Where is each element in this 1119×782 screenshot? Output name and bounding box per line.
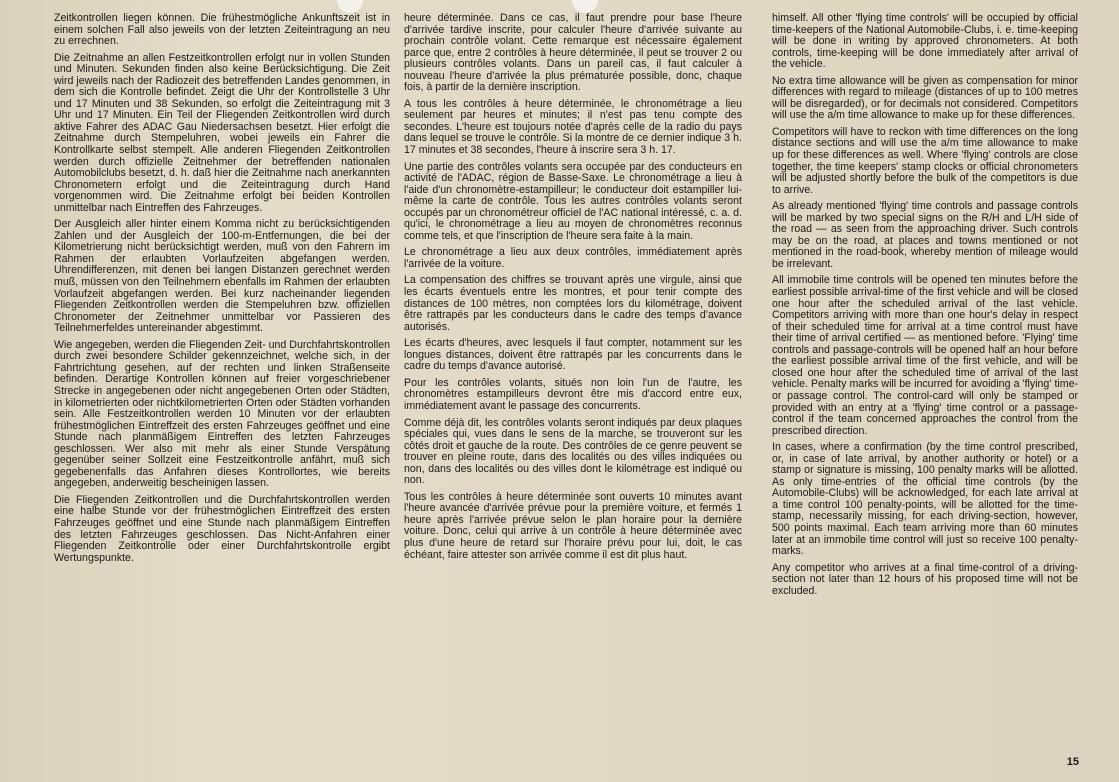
paragraph: Wie angegeben, werden die Fliegenden Zeit- und Durchfahrtskontrollen durch zwei besondere Schilder gekennzeichnet, welche sich, in der Fahrtrichtung gesehen, auf der rechten und linken Straßenseite befinden. Derartige Kontrollen können auf freier vorgeschriebener Strecke in angegebenen oder nicht angegebenen Orten oder Städten, in kilometrierten oder nichtkilometrierten Orten oder Städten vorhanden sein. Alle Festzeitkontrollen werden 10 Minuten vor der erlaubten frühestmöglichen Eintreffzeit des ersten Fahrzeuges geöffnet und eine Stunde nach planmäßigem Eintreffen des letzten Fahrzeuges geschlossen. Wer also mit mehr als einer Stunde Verspätung gegenüber seiner Sollzeit eine Festzeitkontrolle anfährt, muß sich gegebenenfalls das Anfahren dieses Kontrollortes, wie bereits angegeben, anderweitig bescheinigen lassen. — [54, 338, 390, 490]
punch-hole — [337, 0, 363, 13]
paragraph: Any competitor who arrives at a final time-control of a driving-section not later than 12 hours of his proposed time will not be excluded. — [772, 561, 1078, 597]
paragraph: Der Ausgleich aller hinter einem Komma nicht zu berücksichtigenden Zahlen und der Ausgleich der 100-m-Entfernungen, die bei der Kilometrierung nicht berücksichtigt werden, muß von den Fahrern im Rahmen der erlaubten Vorlaufzeiten abgefangen werden. Uhrendifferenzen, mit denen bei langen Distanzen gerechnet werden muß, müssen von den Teilnehmern ebenfalls im Rahmen der erlaubten Vorlaufzeit abgefangen werden. Bei kurz nacheinander liegenden Fliegenden Zeitkontrollen werden die Stempeluhren bzw. offiziellen Chronometer der Zeitnehmer unmittelbar vor Passieren des Teilnehmerfeldes untereinander abgestimmt. — [54, 218, 390, 335]
paragraph: Comme déjà dit, les contrôles volants seront indiqués par deux plaques spéciales qui, vues dans le sens de la marche, se trouveront sur les côtés droit et gauche de la route. Des contrôles de ce genre peuvent se trouver en pleine route, dans des localités ou des villes indiquées ou non, dans des localités ou des villes dont le kilométrage est indiqué ou non. — [404, 416, 742, 487]
paragraph: A tous les contrôles à heure déterminée, le chronométrage a lieu seulement par heures et minutes; il n'est pas tenu compte des secondes. L'heure est toujours notée d'après celle de la radio du pays dans lequel se trouve le contrôle. Si la montre de ce dernier indique 3 h. 17 minutes et 38 secondes, l'heure à inscrire sera 3 h. 17. — [404, 97, 742, 157]
paragraph: Competitors will have to reckon with time differences on the long distance sections and will use the a/m time allowance to make up for these differences as well. Where 'flying' controls are close together, the time keepers' stamp clocks or official chronometers will be adjusted shortly before the bulk of the competitors is due to arrive. — [772, 125, 1078, 196]
paragraph: Zeitkontrollen liegen können. Die frühestmögliche Ankunftszeit ist in einem solchen Fall also jeweils von der letzten Zeiteintragung an neu zu errechnen. — [54, 13, 390, 48]
paragraph: No extra time allowance will be given as compensation for minor differences with regard to mileage (distances of up to 100 metres will be disregarded), or for decimals not considered. Competitors will use the a/m time allowance to make up for these differences. — [772, 74, 1078, 122]
paragraph: Les écarts d'heures, avec lesquels il faut compter, notamment sur les longues distances, doivent être rattrapés par les concurrents dans le cadre du temps d'avance autorisé. — [404, 337, 742, 373]
paragraph: himself. All other 'flying time controls' will be occupied by official time-keepers of the National Automobile-Clubs, i. e. time-keeping will be done in writing by approved chronometers. At both controls, time-keeping will be done immediately after arrival of the vehicle. — [772, 13, 1078, 71]
paragraph: Le chronométrage a lieu aux deux contrôles, immédiatement après l'arrivée de la voiture. — [404, 246, 742, 270]
paragraph: All immobile time controls will be opened ten minutes before the earliest possible arrival-time of the first vehicle and will be closed one hour after the scheduled arrival of the last vehicle. Competitors arriving with more than one hour's delay in respect of their scheduled time for arrival at a time control must have their time of arrival certified — as mentioned before. 'Flying' time controls and passage-controls will be opened half an hour before the earliest possible arrival time of the first vehicle, and will be closed one hour after the scheduled time of arrival of the last vehicle. Penalty marks will be incurred for avoiding a 'flying' time- or passage control. The control-card will only be stamped or provided with an entry at a 'flying' time control or a passage-control if the team concerned approaches the control from the prescribed direction. — [772, 274, 1078, 437]
paragraph: Die Fliegenden Zeitkontrollen und die Durchfahrtskontrollen werden eine halbe Stunde vor der frühestmöglichen Eintreffzeit des ersten Fahrzeuges geöffnet und eine Stunde nach planmäßigem Eintreffen des letzten Fahrzeuges geschlossen. Das Nicht-Anfahren einer Fliegenden Zeitkontrolle oder einer Durchfahrtskontrolle ergibt Wertungspunkte. — [54, 493, 390, 564]
page-number: 15 — [1066, 756, 1079, 768]
paragraph: Tous les contrôles à heure déterminée sont ouverts 10 minutes avant l'heure avancée d'arrivée prévue pour la première voiture, et fermés 1 heure après l'arrivée prévue selon le plan horaire pour la dernière voiture. Donc, celui qui arrive à un contrôle à heure déterminée avec plus d'une heure de retard sur l'horaire prévu pour lui, doit, le cas échéant, faire attester son arrivée comme il est dit plus haut. — [404, 490, 742, 561]
paragraph: Une partie des contrôles volants sera occupée par des conducteurs en activité de l'ADAC, région de Basse-Saxe. Le chronométrage a lieu à l'aide d'un chronomètre-estampilleur; le conducteur doit estampiller lui-même la carte de contrôle. Tous les autres contrôles volants seront occupés par un chronométreur officiel de l'AC national intéressé, c. a. d. qu'ici, le chronométrage a lieu au moyen de chronomètres reconnus comme tels, et que l'inscription de l'heure sera faite à la main. — [404, 160, 742, 242]
paragraph: As already mentioned 'flying' time controls and passage controls will be marked by two special signs on the R/H and L/H side of the road — as seen from the approaching driver. Such controls may be on the road, at places and towns mentioned or not mentioned in the road-book, whereby mention of mileage would be irrelevant. — [772, 200, 1078, 270]
french-text-column — [404, 13, 742, 756]
german-text-column — [54, 13, 390, 756]
punch-hole — [572, 0, 598, 13]
paragraph: Pour les contrôles volants, situés non loin l'un de l'autre, les chronomètres estampilleurs devront être mis d'accord entre eux, immédiatement avant le passage des concurrents. — [404, 376, 742, 412]
paragraph: heure déterminée. Dans ce cas, il faut prendre pour base l'heure d'arrivée tardive inscrite, pour calculer l'heure d'arrivée suivante au prochain contrôle volant. Cette remarque est nécessaire également parce que, entre 2 contrôles à heure déterminée, il peut se trouver 2 ou plusieurs contrôles volants. Dans un pareil cas, il faut calculer à nouveau l'heure d'arrivée la plus prématurée possible, donc, chaque fois, à partir de la dernière inscription. — [404, 13, 742, 94]
paragraph: In cases, where a confirmation (by the time control prescribed, or, in case of late arrival, by another authority or hotel) or a stamp or signature is missing, 100 penalty marks will be allotted. As only time-entries of the official time controls (by the Automobile-Clubs) will be acknowledged, for each late arrival at a time control 100 penalty-points, will be allotted for the time-stamp, necessarily missing, for each driving-section, however, 500 points maximal. Each team arriving more than 60 minutes later at an immobile time control will just so receive 100 penalty-marks. — [772, 441, 1078, 558]
paragraph: La compensation des chiffres se trouvant après une virgule, ainsi que les écarts éventuels entre les montres, et pour tenir compte des distances de 100 mètres, non comptées lors du kilométrage, doivent être rattrapés par les conducteurs dans le cadre des temps d'avance autorisés. — [404, 274, 742, 333]
english-text-column — [772, 13, 1078, 756]
paragraph: Die Zeitnahme an allen Festzeitkontrollen erfolgt nur in vollen Stunden und Minuten. Sekunden finden also keine Berücksichtigung. Die Zeit wird jeweils nach der Radiozeit des betreffenden Landes genommen, in dem sich die Kontrolle befindet. Zeigt die Uhr der Kontrollstelle 3 Uhr und 17 Minuten und 38 Sekunden, so erfolgt die Zeiteintragung mit 3 Uhr und 17 Minuten. Ein Teil der Fliegenden Zeitkontrollen wird durch aktive Fahrer des ADAC Gau Niedersachsen besetzt. Hier erfolgt die Zeitnahme durch Stempeluhren, wobei jeweils ein Fahrer die Kontrollkarte selbst stempelt. Alle anderen Fliegenden Zeitkontrollen werden durch offizielle Zeitnehmer der betreffenden nationalen Automobilclubs besetzt, d. h. daß hier die Zeitnahme nach anerkannten Chronometern erfolgt und die Zeiteintragung durch Hand vorgenommen wird. Die Zeitnahme erfolgt bei beiden Kontrollen unmittelbar nach Eintreffen des Fahrzeuges. — [54, 51, 390, 214]
